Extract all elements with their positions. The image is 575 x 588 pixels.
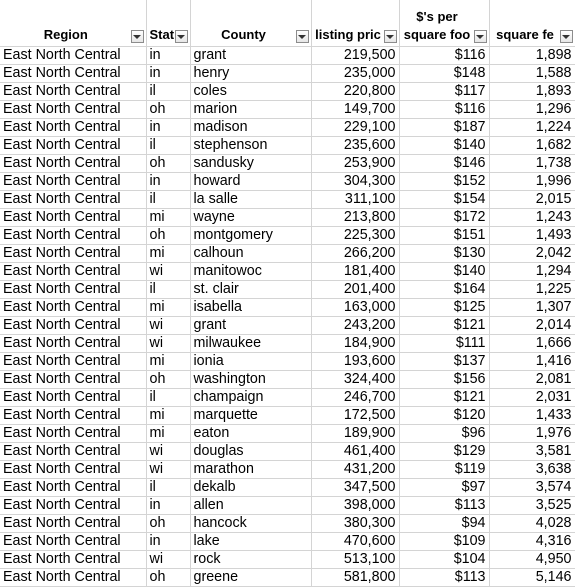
- cell-square-feet[interactable]: 1,225: [489, 281, 575, 299]
- cell-price-per-sqft[interactable]: $96: [399, 425, 489, 443]
- cell-region[interactable]: East North Central: [0, 47, 146, 65]
- table-row: [0, 515, 575, 533]
- cell-county[interactable]: hancock: [190, 515, 311, 533]
- table-row: [0, 407, 575, 425]
- header-region: [0, 0, 146, 47]
- table-row: [0, 83, 575, 101]
- cell-listing-price[interactable]: 163,000: [311, 299, 399, 317]
- cell-state[interactable]: mi: [146, 407, 190, 425]
- header-label: Region: [43, 27, 88, 42]
- cell-price-per-sqft[interactable]: $187: [399, 119, 489, 137]
- cell-state[interactable]: oh: [146, 101, 190, 119]
- cell-county[interactable]: eaton: [190, 425, 311, 443]
- cell-listing-price[interactable]: 235,600: [311, 137, 399, 155]
- header-label: listing pric: [315, 27, 381, 42]
- filter-dropdown-square-feet[interactable]: [560, 30, 573, 43]
- filter-dropdown-listing-price[interactable]: [384, 30, 397, 43]
- cell-state[interactable]: il: [146, 479, 190, 497]
- cell-price-per-sqft[interactable]: $94: [399, 515, 489, 533]
- cell-listing-price[interactable]: 225,300: [311, 227, 399, 245]
- cell-county[interactable]: grant: [190, 47, 311, 65]
- cell-listing-price[interactable]: 513,100: [311, 551, 399, 569]
- cell-price-per-sqft[interactable]: $97: [399, 479, 489, 497]
- cell-square-feet[interactable]: 3,525: [489, 497, 575, 515]
- cell-county[interactable]: lake: [190, 533, 311, 551]
- cell-listing-price[interactable]: 347,500: [311, 479, 399, 497]
- cell-square-feet[interactable]: 1,416: [489, 353, 575, 371]
- cell-county[interactable]: milwaukee: [190, 335, 311, 353]
- cell-state[interactable]: oh: [146, 227, 190, 245]
- cell-price-per-sqft[interactable]: $121: [399, 317, 489, 335]
- cell-square-feet[interactable]: 1,682: [489, 137, 575, 155]
- cell-listing-price[interactable]: 311,100: [311, 191, 399, 209]
- cell-region[interactable]: East North Central: [0, 299, 146, 317]
- filter-dropdown-price-per-sqft[interactable]: [474, 30, 487, 43]
- table-row: [0, 533, 575, 551]
- cell-region[interactable]: East North Central: [0, 227, 146, 245]
- cell-region[interactable]: East North Central: [0, 533, 146, 551]
- dropdown-arrow-icon: [386, 35, 394, 39]
- cell-state[interactable]: mi: [146, 245, 190, 263]
- cell-listing-price[interactable]: 181,400: [311, 263, 399, 281]
- cell-region[interactable]: East North Central: [0, 191, 146, 209]
- cell-listing-price[interactable]: 243,200: [311, 317, 399, 335]
- table-row: [0, 497, 575, 515]
- cell-county[interactable]: dekalb: [190, 479, 311, 497]
- cell-listing-price[interactable]: 246,700: [311, 389, 399, 407]
- cell-price-per-sqft[interactable]: $152: [399, 173, 489, 191]
- cell-listing-price[interactable]: 213,800: [311, 209, 399, 227]
- cell-price-per-sqft[interactable]: $117: [399, 83, 489, 101]
- table-row: [0, 281, 575, 299]
- cell-listing-price[interactable]: 470,600: [311, 533, 399, 551]
- table-row: [0, 443, 575, 461]
- cell-county[interactable]: washington: [190, 371, 311, 389]
- cell-region[interactable]: East North Central: [0, 65, 146, 83]
- cell-region[interactable]: East North Central: [0, 101, 146, 119]
- header-label: $'s per square foo: [403, 9, 471, 42]
- cell-state[interactable]: in: [146, 173, 190, 191]
- cell-region[interactable]: East North Central: [0, 569, 146, 587]
- cell-county[interactable]: stephenson: [190, 137, 311, 155]
- cell-square-feet[interactable]: 3,574: [489, 479, 575, 497]
- cell-state[interactable]: oh: [146, 515, 190, 533]
- table-row: [0, 551, 575, 569]
- cell-region[interactable]: East North Central: [0, 137, 146, 155]
- cell-region[interactable]: East North Central: [0, 245, 146, 263]
- cell-square-feet[interactable]: 3,581: [489, 443, 575, 461]
- header-listing-price: [311, 0, 399, 47]
- cell-county[interactable]: wayne: [190, 209, 311, 227]
- cell-county[interactable]: greene: [190, 569, 311, 587]
- cell-square-feet[interactable]: 1,243: [489, 209, 575, 227]
- dropdown-arrow-icon: [177, 35, 185, 39]
- cell-price-per-sqft[interactable]: $116: [399, 47, 489, 65]
- cell-listing-price[interactable]: 431,200: [311, 461, 399, 479]
- cell-square-feet[interactable]: 4,028: [489, 515, 575, 533]
- cell-state[interactable]: in: [146, 533, 190, 551]
- cell-state[interactable]: wi: [146, 317, 190, 335]
- cell-listing-price[interactable]: 149,700: [311, 101, 399, 119]
- cell-listing-price[interactable]: 235,000: [311, 65, 399, 83]
- table-row: [0, 173, 575, 191]
- cell-county[interactable]: allen: [190, 497, 311, 515]
- cell-region[interactable]: East North Central: [0, 155, 146, 173]
- cell-price-per-sqft[interactable]: $137: [399, 353, 489, 371]
- cell-price-per-sqft[interactable]: $151: [399, 227, 489, 245]
- cell-county[interactable]: howard: [190, 173, 311, 191]
- cell-square-feet[interactable]: 1,893: [489, 83, 575, 101]
- table-body: [0, 47, 575, 587]
- cell-region[interactable]: East North Central: [0, 407, 146, 425]
- cell-county[interactable]: marquette: [190, 407, 311, 425]
- header-label: square fe: [496, 27, 554, 42]
- table-row: [0, 155, 575, 173]
- cell-region[interactable]: East North Central: [0, 209, 146, 227]
- cell-county[interactable]: calhoun: [190, 245, 311, 263]
- cell-listing-price[interactable]: 172,500: [311, 407, 399, 425]
- table-row: [0, 263, 575, 281]
- cell-square-feet[interactable]: 4,950: [489, 551, 575, 569]
- cell-county[interactable]: montgomery: [190, 227, 311, 245]
- cell-price-per-sqft[interactable]: $121: [399, 389, 489, 407]
- cell-county[interactable]: marathon: [190, 461, 311, 479]
- table-row: [0, 47, 575, 65]
- header-price-per-sqft: [399, 0, 489, 47]
- cell-state[interactable]: il: [146, 281, 190, 299]
- table-row: [0, 137, 575, 155]
- cell-listing-price[interactable]: 220,800: [311, 83, 399, 101]
- cell-county[interactable]: marion: [190, 101, 311, 119]
- cell-price-per-sqft[interactable]: $154: [399, 191, 489, 209]
- cell-region[interactable]: East North Central: [0, 443, 146, 461]
- table-row: [0, 389, 575, 407]
- table-row: [0, 353, 575, 371]
- cell-state[interactable]: wi: [146, 551, 190, 569]
- cell-region[interactable]: East North Central: [0, 389, 146, 407]
- cell-state[interactable]: wi: [146, 263, 190, 281]
- cell-price-per-sqft[interactable]: $113: [399, 569, 489, 587]
- cell-square-feet[interactable]: 1,976: [489, 425, 575, 443]
- cell-state[interactable]: wi: [146, 461, 190, 479]
- table-row: [0, 245, 575, 263]
- cell-listing-price[interactable]: 461,400: [311, 443, 399, 461]
- cell-square-feet[interactable]: 1,666: [489, 335, 575, 353]
- table-row: [0, 425, 575, 443]
- cell-state[interactable]: mi: [146, 299, 190, 317]
- cell-state[interactable]: oh: [146, 569, 190, 587]
- table-row: [0, 371, 575, 389]
- cell-county[interactable]: coles: [190, 83, 311, 101]
- cell-listing-price[interactable]: 304,300: [311, 173, 399, 191]
- cell-region[interactable]: East North Central: [0, 173, 146, 191]
- cell-price-per-sqft[interactable]: $109: [399, 533, 489, 551]
- cell-region[interactable]: East North Central: [0, 263, 146, 281]
- cell-state[interactable]: mi: [146, 209, 190, 227]
- cell-listing-price[interactable]: 581,800: [311, 569, 399, 587]
- cell-region[interactable]: East North Central: [0, 371, 146, 389]
- cell-state[interactable]: oh: [146, 371, 190, 389]
- cell-region[interactable]: East North Central: [0, 353, 146, 371]
- cell-state[interactable]: wi: [146, 335, 190, 353]
- table-row: [0, 335, 575, 353]
- cell-state[interactable]: wi: [146, 443, 190, 461]
- cell-listing-price[interactable]: 398,000: [311, 497, 399, 515]
- cell-square-feet[interactable]: 2,042: [489, 245, 575, 263]
- cell-state[interactable]: mi: [146, 425, 190, 443]
- table-row: [0, 227, 575, 245]
- dropdown-arrow-icon: [298, 35, 306, 39]
- cell-region[interactable]: East North Central: [0, 335, 146, 353]
- cell-price-per-sqft[interactable]: $130: [399, 245, 489, 263]
- cell-price-per-sqft[interactable]: $148: [399, 65, 489, 83]
- table-row: [0, 101, 575, 119]
- cell-state[interactable]: il: [146, 389, 190, 407]
- cell-listing-price[interactable]: 380,300: [311, 515, 399, 533]
- dropdown-arrow-icon: [476, 35, 484, 39]
- cell-square-feet[interactable]: 1,898: [489, 47, 575, 65]
- cell-price-per-sqft[interactable]: $111: [399, 335, 489, 353]
- cell-county[interactable]: grant: [190, 317, 311, 335]
- cell-listing-price[interactable]: 184,900: [311, 335, 399, 353]
- cell-state[interactable]: il: [146, 83, 190, 101]
- header-label: Stat: [149, 27, 175, 42]
- cell-state[interactable]: il: [146, 191, 190, 209]
- cell-price-per-sqft[interactable]: $119: [399, 461, 489, 479]
- cell-square-feet[interactable]: 1,493: [489, 227, 575, 245]
- cell-square-feet[interactable]: 1,224: [489, 119, 575, 137]
- cell-county[interactable]: champaign: [190, 389, 311, 407]
- cell-county[interactable]: douglas: [190, 443, 311, 461]
- table-row: [0, 317, 575, 335]
- cell-region[interactable]: East North Central: [0, 119, 146, 137]
- cell-state[interactable]: mi: [146, 353, 190, 371]
- cell-listing-price[interactable]: 324,400: [311, 371, 399, 389]
- header-county: [190, 0, 311, 47]
- cell-county[interactable]: manitowoc: [190, 263, 311, 281]
- table-row: [0, 569, 575, 587]
- cell-state[interactable]: in: [146, 47, 190, 65]
- cell-square-feet[interactable]: 1,738: [489, 155, 575, 173]
- cell-price-per-sqft[interactable]: $113: [399, 497, 489, 515]
- cell-region[interactable]: East North Central: [0, 425, 146, 443]
- table-row: [0, 119, 575, 137]
- cell-listing-price[interactable]: 253,900: [311, 155, 399, 173]
- table-row: [0, 461, 575, 479]
- cell-county[interactable]: isabella: [190, 299, 311, 317]
- cell-price-per-sqft[interactable]: $164: [399, 281, 489, 299]
- table-row: [0, 299, 575, 317]
- cell-county[interactable]: henry: [190, 65, 311, 83]
- cell-county[interactable]: rock: [190, 551, 311, 569]
- cell-square-feet[interactable]: 1,307: [489, 299, 575, 317]
- table-row: [0, 209, 575, 227]
- cell-square-feet[interactable]: 1,433: [489, 407, 575, 425]
- cell-square-feet[interactable]: 2,015: [489, 191, 575, 209]
- cell-square-feet[interactable]: 1,996: [489, 173, 575, 191]
- cell-county[interactable]: la salle: [190, 191, 311, 209]
- cell-square-feet[interactable]: 2,031: [489, 389, 575, 407]
- cell-price-per-sqft[interactable]: $116: [399, 101, 489, 119]
- filter-dropdown-state[interactable]: [175, 30, 188, 43]
- cell-listing-price[interactable]: 229,100: [311, 119, 399, 137]
- dropdown-arrow-icon: [133, 35, 141, 39]
- cell-price-per-sqft[interactable]: $140: [399, 263, 489, 281]
- cell-price-per-sqft[interactable]: $129: [399, 443, 489, 461]
- cell-region[interactable]: East North Central: [0, 479, 146, 497]
- cell-square-feet[interactable]: 2,014: [489, 317, 575, 335]
- cell-price-per-sqft[interactable]: $156: [399, 371, 489, 389]
- cell-square-feet[interactable]: 1,588: [489, 65, 575, 83]
- cell-region[interactable]: East North Central: [0, 317, 146, 335]
- cell-region[interactable]: East North Central: [0, 551, 146, 569]
- cell-price-per-sqft[interactable]: $140: [399, 137, 489, 155]
- cell-square-feet[interactable]: 1,296: [489, 101, 575, 119]
- filter-dropdown-county[interactable]: [296, 30, 309, 43]
- cell-listing-price[interactable]: 201,400: [311, 281, 399, 299]
- header-label: County: [221, 27, 266, 42]
- cell-price-per-sqft[interactable]: $125: [399, 299, 489, 317]
- cell-square-feet[interactable]: 3,638: [489, 461, 575, 479]
- cell-listing-price[interactable]: 189,900: [311, 425, 399, 443]
- cell-price-per-sqft[interactable]: $104: [399, 551, 489, 569]
- cell-county[interactable]: madison: [190, 119, 311, 137]
- header-state: [146, 0, 190, 47]
- cell-square-feet[interactable]: 2,081: [489, 371, 575, 389]
- cell-state[interactable]: in: [146, 497, 190, 515]
- cell-region[interactable]: East North Central: [0, 461, 146, 479]
- cell-price-per-sqft[interactable]: $120: [399, 407, 489, 425]
- cell-listing-price[interactable]: 219,500: [311, 47, 399, 65]
- table-row: [0, 65, 575, 83]
- cell-square-feet[interactable]: 5,146: [489, 569, 575, 587]
- cell-county[interactable]: st. clair: [190, 281, 311, 299]
- filter-dropdown-region[interactable]: [131, 30, 144, 43]
- cell-listing-price[interactable]: 266,200: [311, 245, 399, 263]
- cell-price-per-sqft[interactable]: $172: [399, 209, 489, 227]
- cell-county[interactable]: sandusky: [190, 155, 311, 173]
- cell-listing-price[interactable]: 193,600: [311, 353, 399, 371]
- dropdown-arrow-icon: [562, 35, 570, 39]
- header-row: [0, 0, 575, 47]
- table-row: [0, 191, 575, 209]
- cell-region[interactable]: East North Central: [0, 515, 146, 533]
- cell-state[interactable]: in: [146, 119, 190, 137]
- cell-price-per-sqft[interactable]: $146: [399, 155, 489, 173]
- cell-county[interactable]: ionia: [190, 353, 311, 371]
- cell-region[interactable]: East North Central: [0, 281, 146, 299]
- header-square-feet: [489, 0, 575, 47]
- cell-state[interactable]: in: [146, 65, 190, 83]
- cell-square-feet[interactable]: 1,294: [489, 263, 575, 281]
- table-row: [0, 479, 575, 497]
- cell-square-feet[interactable]: 4,316: [489, 533, 575, 551]
- cell-state[interactable]: il: [146, 137, 190, 155]
- cell-region[interactable]: East North Central: [0, 497, 146, 515]
- cell-state[interactable]: oh: [146, 155, 190, 173]
- cell-region[interactable]: East North Central: [0, 83, 146, 101]
